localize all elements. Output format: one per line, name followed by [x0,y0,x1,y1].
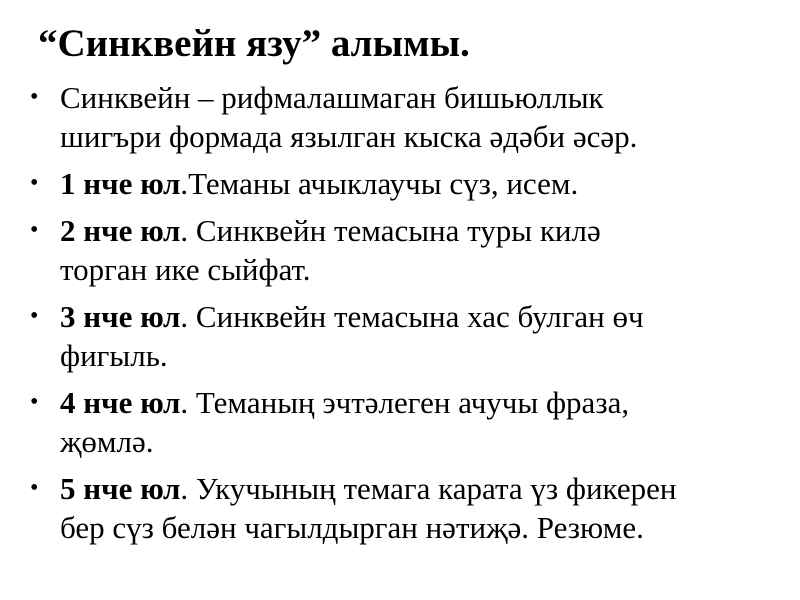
bullet-dot-icon: • [30,475,39,501]
bullet-text-line: . Синквейн темасына хас булган өч [180,299,644,334]
slide-title: “Синквейн язу” алымы. [38,22,470,65]
bullet-lead: 5 нче юл [60,471,181,506]
bullet-text-line: . Укучының темага карата үз фикерен [180,471,677,506]
bullet-dot-icon: • [30,389,39,415]
bullet-lead: 4 нче юл [60,385,181,420]
bullet-item-definition [0,78,800,156]
bullet-text-line: шигъри формада язылган кыска әдәби әсәр. [60,119,638,154]
bullet-text-line: җөмлә. [60,424,154,459]
bullet-text-line: торган ике сыйфат. [60,252,311,287]
bullet-text-line: . Синквейн темасына туры килә [180,213,601,248]
bullet-text-line: Синквейн – рифмалашмаган бишьюллык [60,80,604,115]
bullet-list [0,78,800,555]
bullet-lead: 1 нче юл [60,166,181,201]
bullet-dot-icon: • [30,217,39,243]
bullet-text-line: . Теманың эчтәлеген ачучы фраза, [180,385,630,420]
bullet-text-line: фигыль. [60,338,168,373]
bullet-item-line-2 [0,211,800,289]
bullet-item-line-4 [0,383,800,461]
bullet-dot-icon: • [30,303,39,329]
bullet-lead: 3 нче юл [60,299,181,334]
bullet-lead: 2 нче юл [60,213,181,248]
bullet-text-line: бер сүз белән чагылдырган нәтиҗә. Резюме. [60,510,644,545]
bullet-item-line-5 [0,469,800,547]
bullet-item-line-3 [0,297,800,375]
bullet-dot-icon: • [30,84,39,110]
bullet-text-line: .Теманы ачыклаучы сүз, исем. [180,166,579,201]
bullet-item-line-1 [0,164,800,203]
bullet-dot-icon: • [30,170,39,196]
